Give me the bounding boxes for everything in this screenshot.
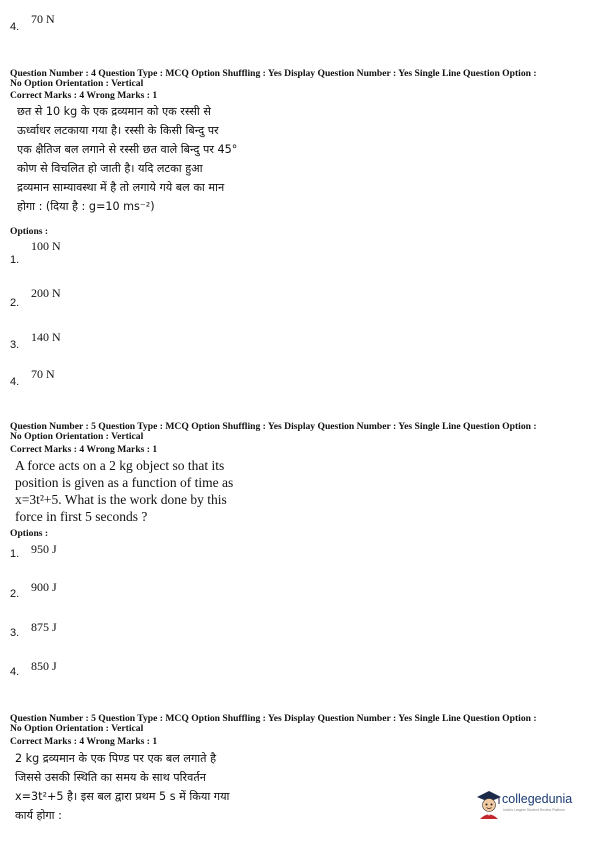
option-text: 900 J	[31, 580, 57, 594]
option-text: 100 N	[31, 239, 61, 253]
question-meta: No Option Orientation : Vertical	[10, 431, 144, 442]
question-meta: No Option Orientation : Vertical	[10, 78, 144, 89]
option-number: 4.	[10, 376, 20, 388]
option-text: 70 N	[31, 12, 55, 26]
graduate-mascot-icon	[474, 788, 504, 820]
logo-tagline: India's Largest Student Review Platform	[503, 808, 566, 812]
question-marks: Correct Marks : 4 Wrong Marks : 1	[10, 444, 158, 455]
question-text-line: द्रव्यमान साम्यावस्था में है तो लगाये गये बल का मान	[17, 181, 225, 194]
question-meta: Question Number : 5 Question Type : MCQ Option Shuffling : Yes Display Question Number : Yes Single Line Question Option :	[10, 713, 537, 724]
question-marks: Correct Marks : 4 Wrong Marks : 1	[10, 736, 158, 747]
question-text-line: होगा : (दिया है : g=10 ms⁻²)	[17, 200, 155, 213]
question-marks: Correct Marks : 4 Wrong Marks : 1	[10, 90, 158, 101]
question-text-line: जिससे उसकी स्थिति का समय के साथ परिवर्तन	[15, 771, 206, 784]
option-text: 875 J	[31, 620, 57, 634]
question-text-line: कोण से विचलित हो जाती है। यदि लटका हुआ	[17, 162, 203, 175]
question-text-line: A force acts on a 2 kg object so that its	[15, 458, 225, 473]
option-number: 4.	[10, 21, 20, 33]
question-text-line: कार्य होगा :	[15, 809, 62, 822]
options-label: Options :	[10, 226, 49, 237]
question-meta: Question Number : 5 Question Type : MCQ Option Shuffling : Yes Display Question Number : Yes Single Line Question Option :	[10, 421, 537, 432]
option-text: 950 J	[31, 542, 57, 556]
option-number: 3.	[10, 627, 20, 639]
question-text-line: एक क्षैतिज बल लगाने से रस्सी छत वाले बिन्दु पर 45°	[17, 143, 238, 156]
question-text-line: 2 kg द्रव्यमान के एक पिण्ड पर एक बल लगाते है	[15, 752, 217, 765]
option-text: 70 N	[31, 367, 55, 381]
question-text-line: x=3t²+5. What is the work done by this	[15, 492, 227, 507]
option-text: 850 J	[31, 659, 57, 673]
collegedunia-logo	[474, 788, 586, 828]
question-text-line: force in first 5 seconds ?	[15, 509, 148, 524]
options-label: Options :	[10, 528, 49, 539]
logo-name: collegedunia	[502, 792, 573, 806]
question-meta: No Option Orientation : Vertical	[10, 723, 144, 734]
option-number: 4.	[10, 666, 20, 678]
option-number: 1.	[10, 548, 20, 560]
question-text-line: position is given as a function of time as	[15, 475, 234, 490]
question-text-line: छत से 10 kg के एक द्रव्यमान को एक रस्सी से	[17, 105, 211, 118]
option-number: 2.	[10, 297, 20, 309]
option-text: 200 N	[31, 286, 61, 300]
question-meta: Question Number : 4 Question Type : MCQ Option Shuffling : Yes Display Question Number : Yes Single Line Question Option :	[10, 68, 537, 79]
question-text-line: x=3t²+5 है। इस बल द्वारा प्रथम 5 s में किया गया	[15, 790, 230, 803]
option-number: 3.	[10, 339, 20, 351]
question-text-line: ऊर्ध्वाधर लटकाया गया है। रस्सी के किसी बिन्दु पर	[17, 124, 219, 137]
option-text: 140 N	[31, 330, 61, 344]
option-number: 1.	[10, 254, 20, 266]
option-number: 2.	[10, 588, 20, 600]
